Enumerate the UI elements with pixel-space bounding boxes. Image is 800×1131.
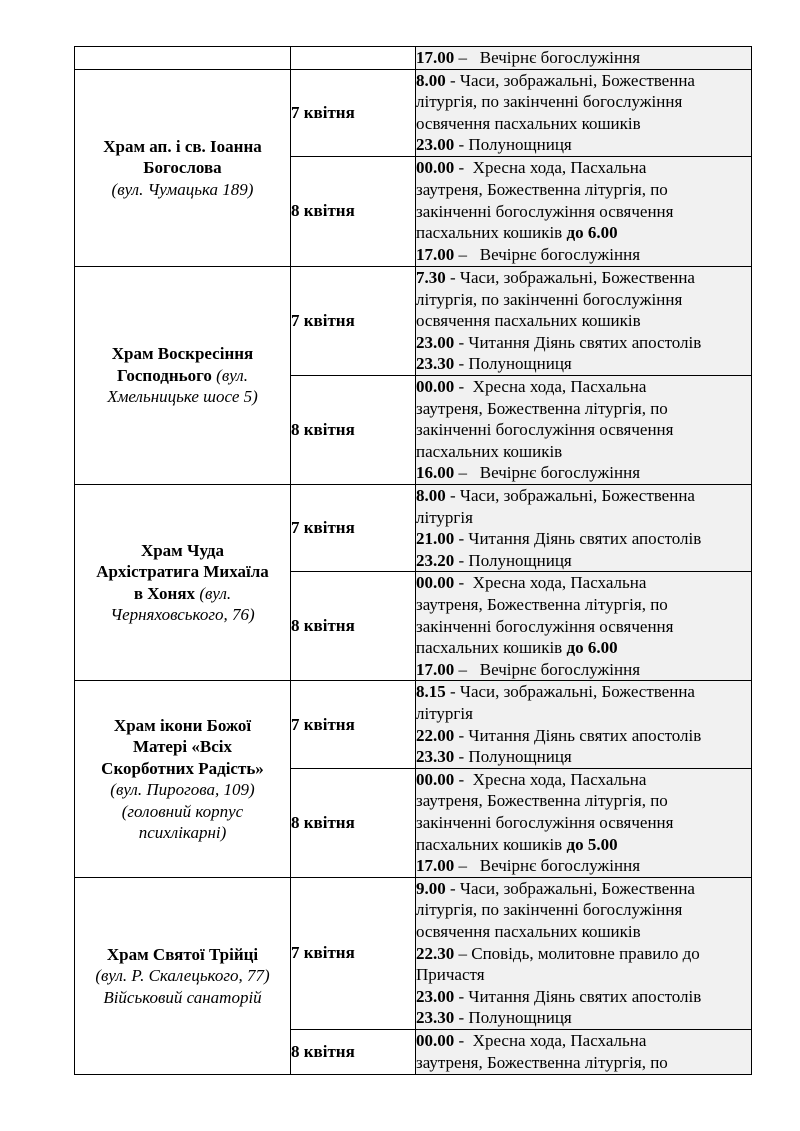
church-address: (вул. Чумацька 189): [111, 179, 254, 199]
service-line: [416, 507, 751, 529]
date-cell: 8 квітня: [291, 572, 416, 681]
service-text: - Хресна хода, Пасхальна: [454, 158, 647, 178]
service-time: 23.20: [416, 550, 455, 570]
service-text: - Полунощниця: [454, 550, 572, 570]
service-text: - Читання Діянь святих апостолів: [454, 529, 702, 549]
service-text: - Хресна хода, Пасхальна: [454, 769, 647, 789]
church-address: (головний корпус: [121, 801, 244, 821]
service-line: [416, 790, 751, 812]
service-text: - Хресна хода, Пасхальна: [454, 1031, 647, 1051]
service-cell: [416, 768, 752, 877]
service-line: [416, 986, 751, 1008]
service-time: 23.30: [416, 1008, 455, 1028]
service-time: 23.00: [416, 135, 455, 155]
service-text: літургія, по закінченні богослужіння: [416, 289, 683, 309]
service-time: 7.30: [416, 267, 446, 287]
service-text: - Часи, зображальні, Божественна: [445, 682, 695, 702]
date-cell: 8 квітня: [291, 1029, 416, 1074]
service-line: [416, 332, 751, 354]
service-line: [416, 572, 751, 594]
service-line: [416, 1052, 751, 1074]
table-row: [75, 69, 752, 156]
church-name: Матері «Всіх: [132, 737, 233, 757]
date-cell: 7 квітня: [291, 69, 416, 156]
service-cell: [416, 877, 752, 1029]
service-text: заутреня, Божественна літургія, по: [416, 791, 668, 811]
service-line: [416, 289, 751, 311]
service-line: [416, 157, 751, 179]
church-cell: [75, 681, 291, 877]
service-time: 23.30: [416, 354, 455, 374]
service-line: [416, 964, 751, 986]
church-cell: [75, 484, 291, 680]
service-time: 9.00: [416, 878, 446, 898]
service-time: 23.00: [416, 332, 455, 352]
service-text: – Вечірнє богослужіння: [454, 244, 641, 264]
service-time: 23.00: [416, 986, 455, 1006]
service-line: [416, 834, 751, 856]
service-text: - Полунощниця: [454, 747, 572, 767]
church-address: (вул. Р. Скалецького, 77): [95, 966, 270, 986]
service-line: [416, 637, 751, 659]
service-text: - Часи, зображальні, Божественна: [445, 267, 695, 287]
service-text: - Часи, зображальні, Божественна: [445, 70, 695, 90]
service-cell: [416, 266, 752, 375]
service-text: Причастя: [416, 965, 485, 985]
service-line: [416, 179, 751, 201]
service-time: 8.00: [416, 70, 446, 90]
service-line: [416, 769, 751, 791]
service-text: пасхальних кошиків: [416, 441, 563, 461]
church-cell-empty: [75, 47, 291, 70]
service-time: 00.00: [416, 158, 455, 178]
date-cell: 7 квітня: [291, 266, 416, 375]
service-line: [416, 703, 751, 725]
church-name: в Хонях: [133, 583, 196, 603]
service-time: 16.00: [416, 463, 455, 483]
service-text: пасхальних кошиків: [416, 834, 567, 854]
service-line: [416, 878, 751, 900]
service-line: [416, 353, 751, 375]
service-deadline: до 6.00: [566, 223, 618, 243]
church-name: Храм Чуда: [140, 540, 225, 560]
service-line: [416, 222, 751, 244]
church-address: (вул.: [211, 365, 248, 385]
service-text: - Читання Діянь святих апостолів: [454, 332, 702, 352]
service-line: [416, 201, 751, 223]
date-cell: 8 квітня: [291, 156, 416, 266]
service-text: – Сповідь, молитовне правило до: [454, 943, 700, 963]
service-time: 17.00: [416, 244, 455, 264]
service-line: [416, 812, 751, 834]
service-line: [416, 267, 751, 289]
church-address: Хмельницьке шосе 5): [107, 387, 258, 407]
service-time: 17.00: [416, 659, 455, 679]
church-cell: [75, 877, 291, 1074]
service-cell: [416, 375, 752, 484]
service-text: заутреня, Божественна літургія, по: [416, 180, 668, 200]
service-line: [416, 134, 751, 156]
service-text: - Полунощниця: [454, 354, 572, 374]
service-text: закінченні богослужіння освячення: [416, 616, 674, 636]
service-time: 8.00: [416, 485, 446, 505]
table-row: [75, 877, 752, 1029]
service-text: літургія: [416, 507, 473, 527]
service-cell: [416, 156, 752, 266]
service-cell: [416, 484, 752, 571]
service-line: [416, 681, 751, 703]
church-name: Храм Воскресіння: [111, 344, 254, 364]
service-line: [416, 376, 751, 398]
date-cell-empty: [291, 47, 416, 70]
service-text: освячення пасхальних кошиків: [416, 113, 641, 133]
service-time: 22.30: [416, 943, 455, 963]
service-line: [416, 550, 751, 572]
service-text: літургія, по закінченні богослужіння: [416, 900, 683, 920]
service-line: [416, 921, 751, 943]
service-text: - Полунощниця: [454, 1008, 572, 1028]
service-text: пасхальних кошиків: [416, 638, 567, 658]
service-line: [416, 943, 751, 965]
service-text: заутреня, Божественна літургія, по: [416, 1052, 668, 1072]
service-text: - Часи, зображальні, Божественна: [445, 878, 695, 898]
schedule-table: [74, 46, 752, 1075]
church-cell: [75, 69, 291, 266]
service-time: 22.00: [416, 725, 455, 745]
service-text: літургія, по закінченні богослужіння: [416, 92, 683, 112]
service-deadline: до 5.00: [566, 834, 618, 854]
service-text: пасхальних кошиків: [416, 223, 567, 243]
service-line: [416, 1007, 751, 1029]
service-text: закінченні богослужіння освячення: [416, 201, 674, 221]
service-line: [416, 398, 751, 420]
date-cell: 8 квітня: [291, 375, 416, 484]
service-text: - Хресна хода, Пасхальна: [454, 376, 647, 396]
service-line: [416, 616, 751, 638]
service-line: [416, 70, 751, 92]
service-text: – Вечірнє богослужіння: [454, 659, 641, 679]
service-cell: [416, 69, 752, 156]
service-text: - Полунощниця: [454, 135, 572, 155]
service-text: – Вечірнє богослужіння: [454, 463, 641, 483]
church-address: (вул.: [195, 583, 232, 603]
service-text: - Хресна хода, Пасхальна: [454, 573, 647, 593]
service-line: [416, 659, 751, 681]
service-cell: [416, 1029, 752, 1074]
service-line: [416, 113, 751, 135]
church-cell: [75, 266, 291, 484]
service-text: - Читання Діянь святих апостолів: [454, 725, 702, 745]
service-text: освячення пасхальних кошиків: [416, 311, 641, 331]
service-deadline: до 6.00: [566, 638, 618, 658]
service-line: [416, 419, 751, 441]
service-line: [416, 594, 751, 616]
church-name: Господнього: [117, 365, 212, 385]
service-time: 8.15: [416, 682, 446, 702]
service-text: освячення пасхальних кошиків: [416, 921, 641, 941]
service-line: [416, 1030, 751, 1052]
church-name: Храм ап. і св. Іоанна Богослова: [103, 136, 262, 178]
date-cell: 8 квітня: [291, 768, 416, 877]
service-text: заутреня, Божественна літургія, по: [416, 398, 668, 418]
church-address: (вул. Пирогова, 109): [110, 780, 255, 800]
service-line: [416, 91, 751, 113]
date-cell: 7 квітня: [291, 681, 416, 768]
service-line: [416, 725, 751, 747]
table-row: [75, 266, 752, 375]
service-text: заутреня, Божественна літургія, по: [416, 594, 668, 614]
service-line: [416, 462, 751, 484]
service-line: [416, 746, 751, 768]
service-line: 17.00 – Вечірнє богослужіння: [416, 48, 641, 67]
service-line: [416, 528, 751, 550]
service-text: закінченні богослужіння освячення: [416, 420, 674, 440]
service-text: закінченні богослужіння освячення: [416, 812, 674, 832]
service-time: 23.30: [416, 747, 455, 767]
service-cell: [416, 681, 752, 768]
church-name: Скорботних Радість»: [101, 758, 264, 778]
service-line: [416, 899, 751, 921]
service-time: 00.00: [416, 769, 455, 789]
service-line: [416, 855, 751, 877]
service-time: 00.00: [416, 573, 455, 593]
service-line: [416, 310, 751, 332]
church-name: Храм ікони Божої: [113, 715, 252, 735]
service-text: літургія: [416, 703, 473, 723]
service-time: 21.00: [416, 529, 455, 549]
table-row: [75, 484, 752, 571]
service-time: 00.00: [416, 1031, 455, 1051]
service-text: - Часи, зображальні, Божественна: [445, 485, 695, 505]
service-text: – Вечірнє богослужіння: [454, 856, 641, 876]
service-line: [416, 244, 751, 266]
church-address: Черняховського, 76): [110, 605, 255, 625]
table-row: [75, 47, 752, 70]
church-address: психлікарні): [138, 823, 227, 843]
service-time: 17.00: [416, 856, 455, 876]
service-line: [416, 485, 751, 507]
date-cell: 7 квітня: [291, 484, 416, 571]
service-time: 00.00: [416, 376, 455, 396]
church-name: Храм Святої Трійці: [106, 944, 259, 964]
table-row: [75, 681, 752, 768]
service-cell: [416, 572, 752, 681]
service-text: - Читання Діянь святих апостолів: [454, 986, 702, 1006]
service-line: [416, 441, 751, 463]
date-cell: 7 квітня: [291, 877, 416, 1029]
church-address: Військовий санаторій: [103, 987, 262, 1007]
church-name: Архістратига Михаїла: [96, 562, 269, 582]
service-cell: [416, 47, 752, 70]
